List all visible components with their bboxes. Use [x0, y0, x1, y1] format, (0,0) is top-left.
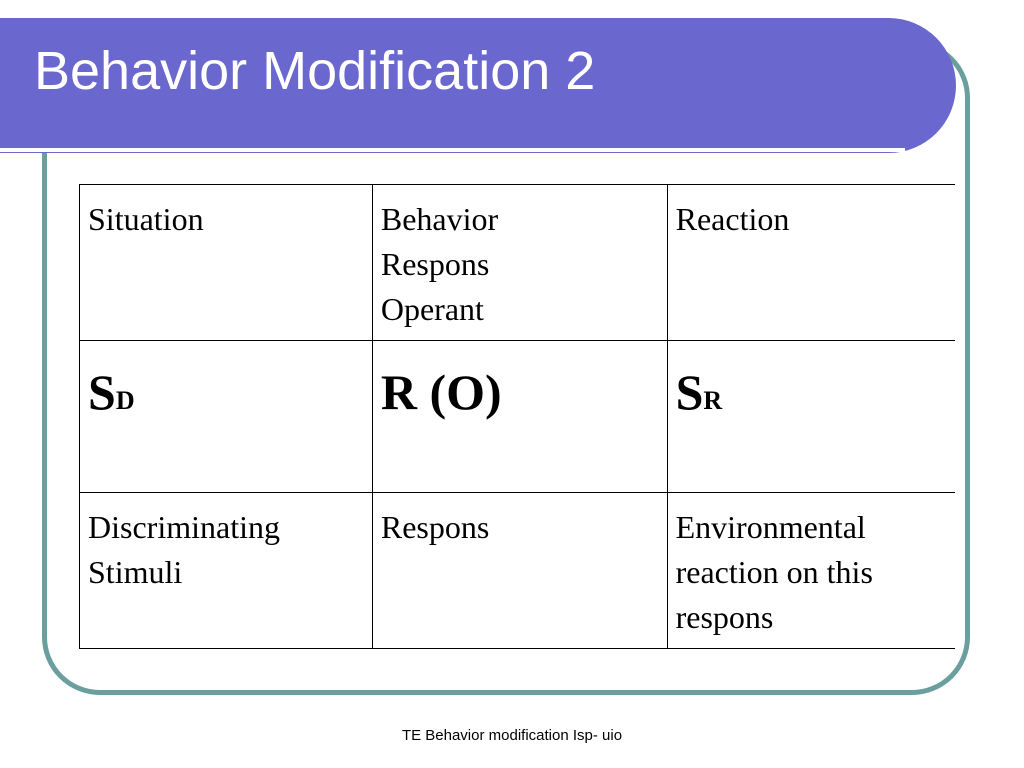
symbol-cell-behavior — [372, 341, 667, 493]
behavior-table — [79, 184, 955, 649]
symbol-cell-reaction — [667, 341, 955, 493]
slide-title: Behavior Modification 2 — [34, 41, 596, 101]
header-situation: Situation — [80, 185, 373, 341]
description-behavior: Respons — [372, 493, 667, 649]
slide-footer: TE Behavior modification Isp- uio — [401, 727, 623, 744]
description-situation: Discriminating Stimuli — [80, 493, 373, 649]
table-row-symbols — [80, 341, 956, 493]
symbol-sr-main: S — [675, 364, 704, 420]
symbol-cell-situation — [80, 341, 373, 493]
symbol-sd-main: S — [88, 364, 116, 420]
symbol-sd-sub: D — [115, 386, 135, 415]
table-row-descriptions — [80, 493, 956, 649]
description-reaction: Environmental reaction on this respons — [667, 493, 955, 649]
header-behavior: Behavior Respons Operant — [372, 185, 667, 341]
symbol-sr-sub: R — [703, 386, 723, 415]
symbol-ro-main: R (O) — [380, 364, 502, 420]
title-underline — [0, 148, 905, 152]
header-reaction: Reaction — [667, 185, 955, 341]
table-row-headers — [80, 185, 956, 341]
